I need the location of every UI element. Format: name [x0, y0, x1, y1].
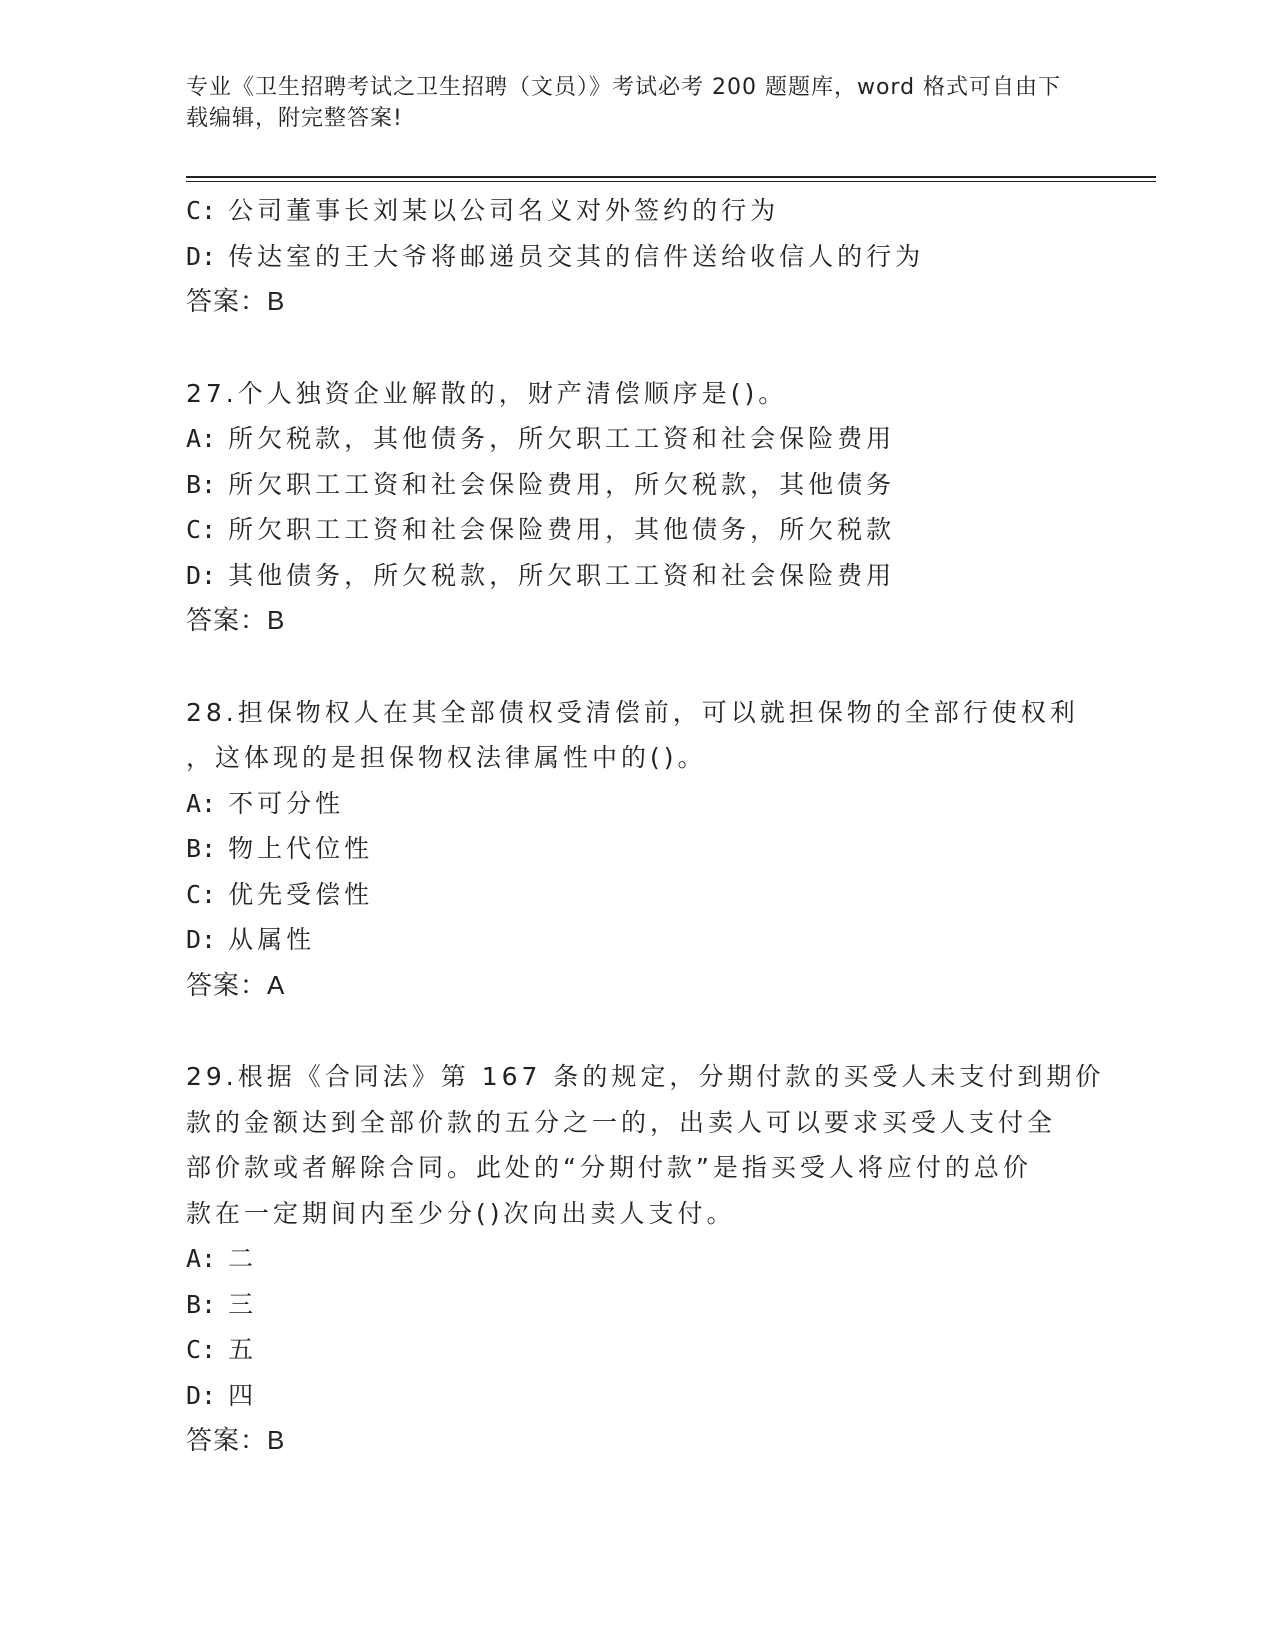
option-text: 公司董事长刘某以公司名义对外签约的行为 [228, 196, 780, 225]
option-label: D: [186, 241, 217, 271]
option-text: 优先受偿性 [228, 879, 374, 909]
option-text: 所欠职工工资和社会保险费用，所欠税款，其他债务 [228, 469, 896, 499]
question-stem-line-2: 款的金额达到全部价款的五分之一的，出卖人可以要求买受人支付全 [186, 1107, 1057, 1137]
question-stem-line-1: 29.根据《合同法》第 167 条的规定，分期付款的买受人未支付到期价 [186, 1062, 1105, 1091]
option-c [186, 188, 1086, 234]
question-stem: 27.个人独资企业解散的，财产清偿顺序是()。 [186, 378, 788, 408]
option-label: D: [186, 1380, 217, 1410]
option-text: 不可分性 [228, 788, 345, 818]
question-28 [186, 690, 1086, 1009]
option-c [186, 507, 1086, 553]
answer: 答案：B [186, 1425, 286, 1455]
question-content [186, 188, 1105, 1464]
spacer [186, 325, 1086, 371]
option-label: C: [186, 515, 217, 544]
option-a [186, 781, 1086, 827]
question-stem-line-1: 28.担保物权人在其全部债权受清偿前，可以就担保物的全部行使权利 [186, 697, 1079, 727]
option-text: 其他债务，所欠税款，所欠职工工资和社会保险费用 [228, 560, 896, 590]
document-title: 专业《卫生招聘考试之卫生招聘（文员）》考试必考 200 题题库，word 格式可自由下载编辑，附完整答案! [186, 75, 1062, 131]
spacer [186, 644, 1086, 690]
header-rule-thick [186, 176, 1156, 178]
prev-question [186, 188, 1086, 325]
option-b [186, 826, 1086, 872]
option-c [186, 1327, 1086, 1373]
option-text: 所欠税款，其他债务，所欠职工工资和社会保险费用 [228, 424, 896, 453]
answer: 答案：A [186, 969, 286, 1000]
option-label: A: [186, 424, 217, 453]
option-a [186, 1236, 1086, 1282]
option-label: A: [186, 788, 217, 818]
answer: 答案：B [186, 605, 286, 635]
answer: 答案：B [186, 286, 286, 316]
question-stem-line-4: 款在一定期间内至少分()次向出卖人支付。 [186, 1198, 736, 1228]
option-text: 四 [228, 1380, 258, 1410]
option-label: B: [186, 469, 217, 499]
option-text: 所欠职工工资和社会保险费用，其他债务，所欠税款 [228, 515, 896, 544]
option-text: 五 [228, 1335, 258, 1364]
option-label: D: [186, 560, 217, 590]
question-29 [186, 1054, 1105, 1464]
option-label: C: [186, 879, 217, 909]
header-rule-thin [186, 181, 1156, 182]
option-label: D: [186, 925, 217, 954]
option-d [186, 234, 1086, 280]
spacer [186, 1008, 1086, 1054]
question-27 [186, 371, 1086, 644]
option-text: 三 [228, 1289, 258, 1319]
option-text: 二 [228, 1244, 258, 1273]
document-header [186, 72, 1066, 134]
option-b [186, 1282, 1086, 1328]
question-stem-line-2: ，这体现的是担保物权法律属性中的()。 [186, 743, 707, 772]
option-text: 从属性 [228, 925, 316, 954]
option-label: B: [186, 1289, 217, 1319]
option-d [186, 1373, 1086, 1419]
option-d [186, 553, 1086, 599]
option-label: C: [186, 196, 217, 225]
option-c [186, 872, 1086, 918]
option-text: 物上代位性 [228, 834, 374, 863]
option-text: 传达室的王大爷将邮递员交其的信件送给收信人的行为 [228, 241, 925, 271]
option-label: A: [186, 1244, 217, 1273]
option-d [186, 917, 1086, 963]
option-b [186, 462, 1086, 508]
option-label: B: [186, 834, 217, 863]
option-label: C: [186, 1335, 217, 1364]
option-a [186, 416, 1086, 462]
question-stem-line-3: 部价款或者解除合同。此处的“分期付款”是指买受人将应付的总价 [186, 1153, 1032, 1182]
